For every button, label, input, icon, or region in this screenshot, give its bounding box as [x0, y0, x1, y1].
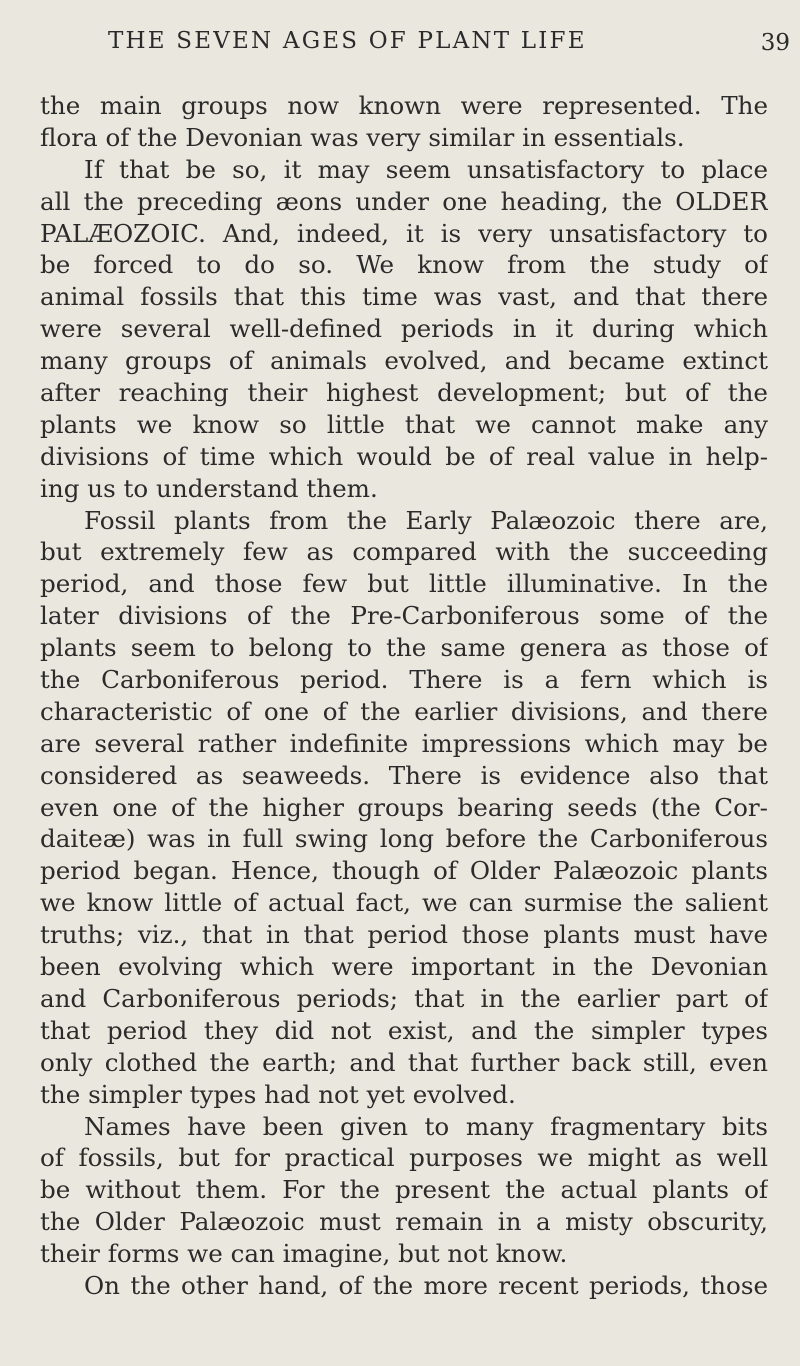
text-line: all the preceding æons under one heading, the OLDER [40, 186, 768, 216]
text-line: their forms we can imagine, but not know. [40, 1239, 568, 1269]
text-line: after reaching their highest development; but of the [40, 378, 768, 408]
text-line: ing us to understand them. [40, 473, 378, 503]
text-line: of fossils, but for practical purposes we might as well [40, 1143, 768, 1173]
text-line: we know little of actual fact, we can surmise the salient [40, 888, 768, 918]
body-text [40, 90, 768, 1302]
text-line: but extremely few as compared with the succeeding [40, 537, 768, 567]
text-line: plants we know so little that we cannot make any [40, 409, 768, 439]
running-title: THE SEVEN AGES OF PLANT LIFE [108, 28, 587, 54]
text-line: even one of the higher groups bearing seeds (the Cor- [40, 792, 768, 822]
text-line: On the other hand, of the more recent periods, those [84, 1270, 768, 1300]
text-line: the Carboniferous period. There is a fern which is [40, 665, 768, 695]
text-line: considered as seaweeds. There is evidence also that [40, 760, 768, 790]
page-number: 39 [760, 30, 790, 56]
text-line: period began. Hence, though of Older Palæozoic plants [40, 856, 768, 886]
text-line: many groups of animals evolved, and became extinct [40, 346, 768, 376]
text-line: flora of the Devonian was very similar in essentials. [40, 122, 685, 152]
text-line: plants seem to belong to the same genera as those of [40, 633, 768, 663]
text-line: are several rather indefinite impressions which may be [40, 728, 768, 758]
text-line: Fossil plants from the Early Palæozoic there are, [84, 505, 768, 535]
text-line: divisions of time which would be of real value in help- [40, 441, 768, 471]
text-line: period, and those few but little illuminative. In the [40, 569, 768, 599]
text-line: the main groups now known were represented. The [40, 91, 768, 120]
text-line: PALÆOZOIC. And, indeed, it is very unsatisfactory to [40, 218, 768, 248]
text-line: were several well-defined periods in it during which [40, 314, 768, 344]
text-line: characteristic of one of the earlier divisions, and there [40, 696, 768, 726]
text-line: the simpler types had not yet evolved. [40, 1079, 516, 1109]
text-line: animal fossils that this time was vast, and that there [40, 282, 768, 312]
text-line: truths; viz., that in that period those plants must have [40, 920, 768, 950]
text-line: the Older Palæozoic must remain in a misty obscurity, [40, 1207, 768, 1237]
text-line: only clothed the earth; and that further back still, even [40, 1047, 768, 1077]
text-line: later divisions of the Pre-Carboniferous some of the [40, 601, 768, 631]
text-line: that period they did not exist, and the simpler types [40, 1015, 768, 1045]
text-line: be without them. For the present the actual plants of [40, 1175, 768, 1205]
text-line: and Carboniferous periods; that in the earlier part of [40, 983, 768, 1013]
text-line: If that be so, it may seem unsatisfactory to place [84, 154, 768, 184]
text-line: daiteæ) was in full swing long before the Carboniferous [40, 824, 768, 854]
text-line: be forced to do so. We know from the study of [40, 250, 768, 280]
text-line: been evolving which were important in the Devonian [40, 952, 768, 982]
page-header [108, 28, 798, 68]
text-line: Names have been given to many fragmentary bits [84, 1111, 768, 1141]
